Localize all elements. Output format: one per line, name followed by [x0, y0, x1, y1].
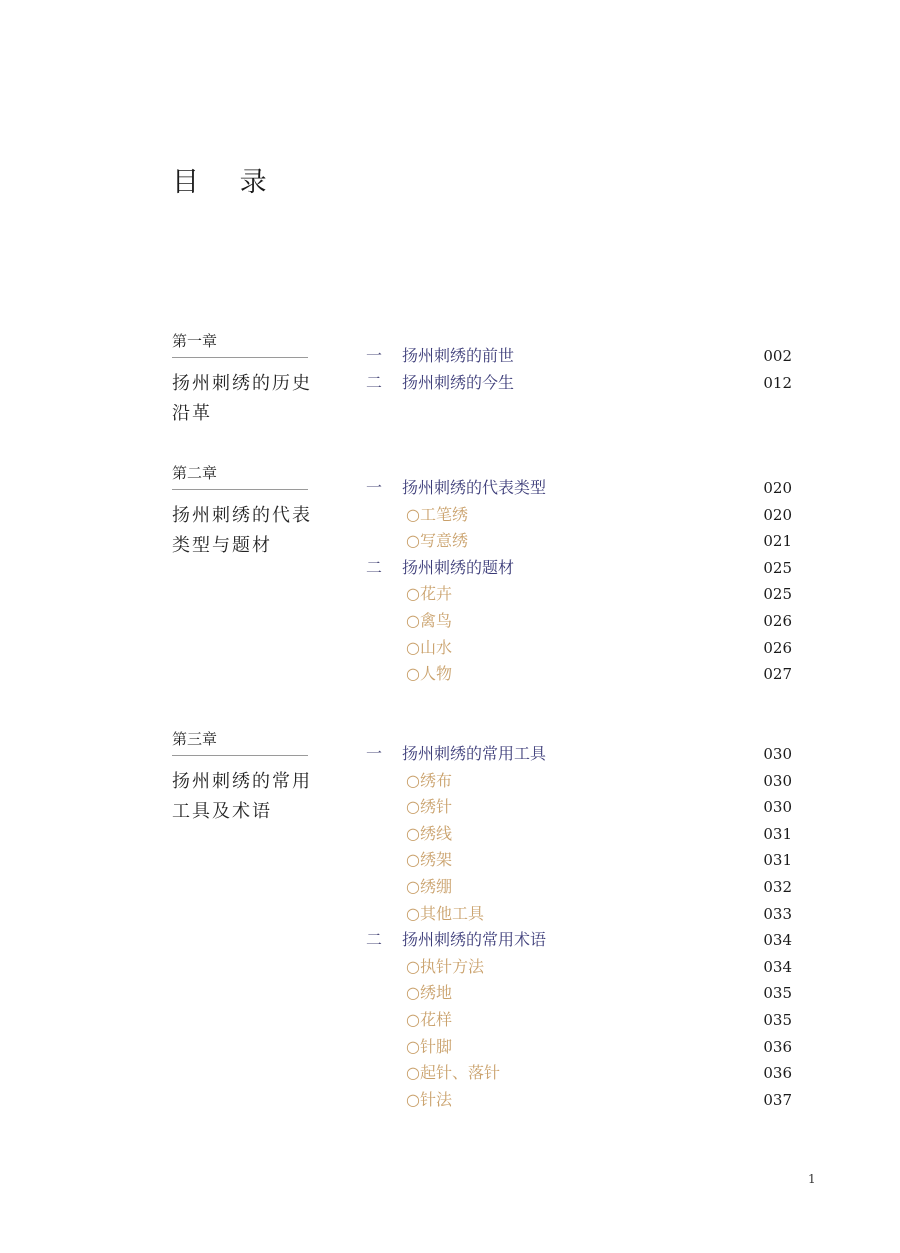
entry-page-number: 037 [763, 1090, 792, 1109]
toc-section-entry[interactable] [366, 741, 792, 768]
entry-title: ○绣布 [406, 770, 452, 790]
entry-title: ○绣针 [406, 797, 452, 817]
section-number: 二 [366, 557, 383, 577]
toc-subsection-entry[interactable] [366, 874, 792, 901]
section-number: 一 [366, 744, 383, 763]
entry-page-number: 030 [763, 771, 792, 790]
entry-title: ○山水 [406, 637, 452, 657]
toc-subsection-entry[interactable] [366, 528, 792, 555]
toc-subsection-entry[interactable] [366, 954, 792, 981]
entry-title: ○绣地 [406, 983, 452, 1003]
toc-subsection-entry[interactable] [366, 1007, 792, 1034]
chapter-label: 第三章 [172, 729, 308, 756]
section-number: 一 [366, 478, 383, 497]
toc-subsection-entry[interactable] [366, 1034, 792, 1061]
entry-page-number: 025 [763, 558, 792, 577]
entry-title: ○禽鸟 [406, 610, 452, 630]
section-number: 一 [366, 346, 383, 365]
toc-subsection-entry[interactable] [366, 1060, 792, 1087]
chapter-title-line: 扬州刺绣的常用 [172, 771, 312, 792]
section-number: 二 [366, 372, 383, 392]
chapter-title [172, 501, 322, 561]
entry-page-number: 026 [763, 611, 792, 630]
entry-title: ○绣架 [406, 850, 452, 870]
chapter-title [172, 767, 322, 827]
entry-page-number: 025 [763, 585, 792, 604]
section-number: 二 [366, 930, 383, 950]
entry-page-number: 027 [763, 665, 792, 684]
toc-subsection-entry[interactable] [366, 1087, 792, 1114]
entry-page-number: 030 [763, 745, 792, 763]
entry-page-number: 020 [763, 505, 792, 524]
toc-subsection-entry[interactable] [366, 794, 792, 821]
entry-page-number: 031 [763, 824, 792, 843]
entry-title: ○花样 [406, 1009, 452, 1029]
chapter-title [172, 369, 322, 429]
toc-entries [366, 741, 792, 1113]
entry-title: 扬州刺绣的今生 [402, 372, 515, 392]
entry-title: ○绣绷 [406, 876, 452, 896]
chapter-title-line: 类型与题材 [172, 535, 272, 556]
toc-subsection-entry[interactable] [366, 608, 792, 635]
entry-page-number: 032 [763, 877, 792, 896]
toc-section-entry[interactable] [366, 343, 792, 370]
chapter-title-line: 工具及术语 [172, 801, 272, 822]
entry-page-number: 021 [763, 532, 792, 551]
entry-title: ○针脚 [406, 1036, 452, 1056]
entry-page-number: 020 [763, 479, 792, 497]
toc-subsection-entry[interactable] [366, 847, 792, 874]
toc-entries [366, 475, 792, 688]
entry-title: ○绣线 [406, 823, 452, 843]
toc-section-entry[interactable] [366, 927, 792, 954]
page-number: 1 [808, 1172, 816, 1186]
toc-section-entry[interactable] [366, 370, 792, 397]
entry-title: ○花卉 [406, 584, 452, 604]
entry-title: 扬州刺绣的常用术语 [402, 930, 547, 950]
entry-page-number: 012 [763, 373, 792, 392]
toc-subsection-entry[interactable] [366, 901, 792, 928]
entry-title: ○其他工具 [406, 903, 484, 923]
page-title: 目 录 [172, 167, 283, 198]
toc-subsection-entry[interactable] [366, 768, 792, 795]
toc-subsection-entry[interactable] [366, 980, 792, 1007]
entry-page-number: 034 [763, 931, 792, 950]
entry-page-number: 002 [763, 347, 792, 365]
chapter-label: 第二章 [172, 463, 308, 490]
entry-page-number: 035 [763, 1010, 792, 1029]
chapter-label: 第一章 [172, 331, 308, 358]
entry-title: ○针法 [406, 1089, 452, 1109]
toc-subsection-entry[interactable] [366, 502, 792, 529]
entry-page-number: 035 [763, 984, 792, 1003]
toc-section-entry[interactable] [366, 555, 792, 582]
entry-title: 扬州刺绣的代表类型 [402, 478, 547, 497]
entry-title: 扬州刺绣的前世 [402, 346, 515, 365]
toc-entries [366, 343, 792, 396]
entry-page-number: 034 [763, 957, 792, 976]
toc-subsection-entry[interactable] [366, 581, 792, 608]
entry-title: ○起针、落针 [406, 1063, 500, 1083]
entry-title: 扬州刺绣的题材 [402, 557, 515, 577]
toc-section-entry[interactable] [366, 475, 792, 502]
entry-page-number: 031 [763, 851, 792, 870]
chapter-title-line: 扬州刺绣的历史 [172, 373, 312, 394]
toc-subsection-entry[interactable] [366, 635, 792, 662]
entry-title: 扬州刺绣的常用工具 [402, 744, 547, 763]
chapter-title-line: 沿革 [172, 403, 212, 424]
entry-title: ○执针方法 [406, 956, 484, 976]
entry-page-number: 036 [763, 1037, 792, 1056]
entry-title: ○人物 [406, 664, 452, 684]
toc-subsection-entry[interactable] [366, 661, 792, 688]
entry-page-number: 036 [763, 1064, 792, 1083]
entry-page-number: 030 [763, 798, 792, 817]
entry-page-number: 026 [763, 638, 792, 657]
entry-page-number: 033 [763, 904, 792, 923]
toc-subsection-entry[interactable] [366, 821, 792, 848]
chapter-title-line: 扬州刺绣的代表 [172, 505, 312, 526]
entry-title: ○工笔绣 [406, 504, 468, 524]
entry-title: ○写意绣 [406, 531, 468, 551]
